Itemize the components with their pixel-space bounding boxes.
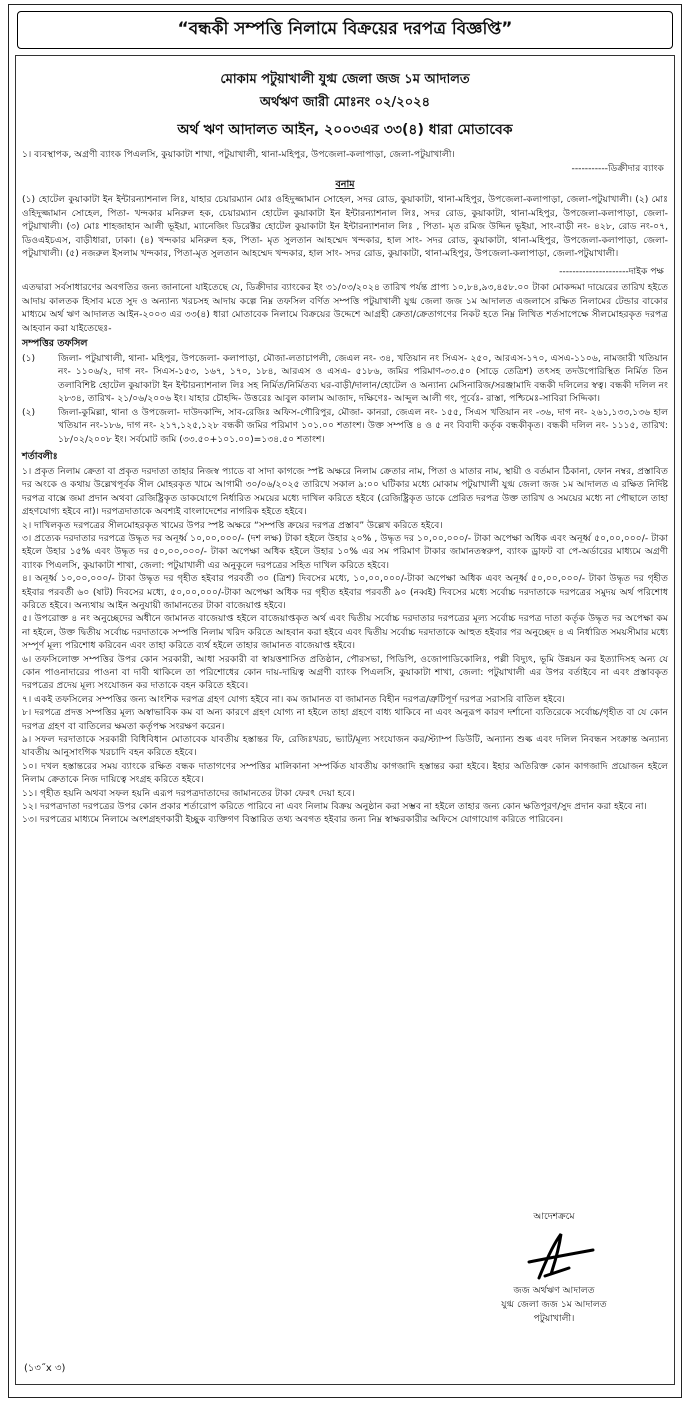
plaintiff-text: ১। ব্যবস্থাপক, অগ্রণী ব্যাংক পিএলসি, কুয়াকাটা শাখা, পটুয়াখালী, থানা-মহিপুর, উপজেলা-কলাপাড়া, জেলা-পটুয়াখালী। — [22, 149, 455, 160]
schedule-heading: সম্পত্তির তফসিল — [22, 338, 88, 350]
signature-block — [464, 1210, 644, 1326]
condition-item: ২। দাখিলকৃত দরপত্রের সীলমোহরকৃত খামের উপর স্পষ্ট অক্ষরে “সম্পত্তি ক্রয়ের দরপত্র প্রস্তাব” উল্লেখ করিতে হইবে। — [22, 519, 443, 531]
ad-size-label: (১৩˝x ৩) — [24, 1363, 66, 1374]
condition-item: ৪। অনূর্ধ্ব ১০,০০,০০০/- টাকা উদ্ধৃত দর গৃহীত হইবার পরবর্তী ৩০ (ত্রিশ) দিবসের মধ্যে, ১০,০০,০০০/-টাকা অপেক্ষা অধিক এবং অনূর্ধ্ব ৫০,০০,০০০/- টাকা উদ্ধৃত দর গৃহীত হইবার পরবর্তী ৬০ (ষাট) দিবসের মধ্যে, ৫০,০০,০০০/-টাকা অপেক্ষা অধিক দর গৃহীত হইবার পরবর্তী ৯০ (নব্বই) দিবসের মধ্যে সর্বোচ্চ দরদাতাকে দরপত্রের সমুদয় অর্থ পরিশোধ করিতে হইবে। অন্যথায় আইন অনুযায়ী জামানতের টাকা বাজেয়াপ্ত হইবে। — [22, 573, 668, 611]
signatory-line-2: যুগ্ম জেলা জজ ১ম আদালত — [501, 1299, 607, 1310]
condition-item: ৭। একই তফসিলের সম্পত্তির জন্য আংশিক দরপত্র গ্রহণ যোগ্য হইবে না। কম জামানত বা জামানত বিহীন দরপত্র/ত্রুটিপূর্ণ দরপত্র সরাসরি বাতিল হইবে। — [22, 693, 565, 705]
property-text: জিলা-কুমিল্লা, থানা ও উপজেলা- দাউদকান্দি, সাব-রেজিঃ অফিস-গৌরিপুর, মৌজা- কানরা, জেএল নং- ১৫৫, সিএস খতিয়ান নং -৩৬, দাগ নং- ২৬১,১৩৩,১৩৬ হাল খতিয়ান নং-১৮৬, দাগ নং- ২১৭,১২৫,১২৮ বন্ধকী জমির পরিমাণ ১০১.০০ শতাংশ। উক্ত সম্পত্তি ৪ ও ৫ নং বিবাদী কর্তৃক বন্ধকীকৃত। বন্ধকী দলিল নং- ১১১৫, তারিখ: ১৮/০২/২০০৮ ইং। সর্বমোট জমি (৩৩.৫০+১০১.০০)=১৩৪.৫০ শতাংশ। — [58, 406, 668, 445]
order-text: আদেশক্রমে — [533, 1211, 575, 1222]
property-number: (১) — [22, 353, 36, 365]
condition-item: ৯। সফল দরদাতাকে সরকারী বিধিবিধান মোতাবেক যাবতীয় হস্তান্তর ফি, রেজিঃখরচ, ভ্যাট/মূল্য সংযোজন কর/স্ট্যাম্প ডিউটি, অন্যান্য শুল্ক এবং দলিল নিবন্ধন সংক্রান্ত অন্যান্য যাবতীয় আনুসাংগিক খরচাদি বহন করিতে হইবে। — [22, 734, 668, 759]
condition-item: ১। প্রকৃত নিলাম ক্রেতা বা প্রকৃত দরদাতা তাহার নিজস্ব প্যাডে বা সাদা কাগজে স্পষ্ট অক্ষরে নিলাম ক্রেতার নাম, পিতা ও মাতার নাম, স্থায়ী ও বর্তমান ঠিকানা, ফোন নম্বর, প্রস্তাবিত দর অংকে ও কথায় উল্লেখপূর্বক সীল মোহরকৃত খামে আগামী ৩০/০৬/২০২৫ তারিখে সকাল ৯:০০ ঘটিকার মধ্যে মোকাম পটুয়াখালী যুগ্ম জেলা জজ ১ম আদালত এ রক্ষিত নির্দিষ্ট দরপত্র বাক্সে জমা প্রদান অথবা রেজিষ্ট্রিকৃত ডাকযোগে নির্ধারিত সময়ের মধ্যে দাখিল করিতে হইবে (রেজিষ্ট্রিকৃত ডাকে প্রেরিত দরপত্র উক্ত তারিখ ও সময়ের মধ্যে না পৌছালে তাহা গ্রহণযোগ্য হইবে না)। দরপত্রদাতাকে অবশ্যই বাংলাদেশের নাগরিক হইতে হইবে। — [22, 465, 668, 518]
condition-item: ৫। উপরোক্ত ৪ নং অনুচ্ছেদের অধীনে জামানত বাজেয়াপ্ত হইলে বাজেয়াপ্তকৃত অর্থ এবং দ্বিতীয় সর্বোচ্চ দরদাতার দরপত্রের মূল্য সর্বোচ্চ দরপত্র দাতা কর্তৃক উদ্ধৃত দর অপেক্ষা কম না হইলে, উক্ত দ্বিতীয় সর্বোচ্চ দরদাতাকে সম্পত্তি নিলাম খরিদ করিতে আহবান করা হইবে এবং দ্বিতীয় সর্বোচ্চ দরদাতাকে আহুত হইবার পর অনুচ্ছেদ ৪ এ নির্ধারিত সময়সীমার মধ্যে সম্পূর্ণ মূল্য পরিশোধ করিবেন এবং তাহা করিতে ব্যর্থ হইলে তাহার জামানত বাজেয়াপ্ত হইবে। — [22, 613, 668, 652]
signature-mark — [509, 1228, 599, 1284]
condition-item: ১১। গৃহীত হয়নি অথবা সফল হয়নি এরূপ দরপত্রদাতাদের জামানতের টাকা ফেরৎ দেয়া হবে। — [22, 787, 355, 799]
property-item — [16, 352, 674, 406]
notice-body — [15, 55, 675, 1385]
plaintiff-label: -----------ডিক্রীদার ব্যাংক — [571, 163, 664, 175]
condition-item: ৮। দরপত্রে প্রদত্ত সম্পত্তির মূল্য অস্বাভাবিক কম বা অন্য কারণে গ্রহণ যোগ্য না হইলে তাহা গ্রহণে বাধ্য থাকিবে না এবং অনুরূপ কারণ দর্শানো ব্যতিরেকে সর্বোচ্চ/গৃহীত বা যে কোন দরপত্র গ্রহণ বা বাতিলের ক্ষমতা কর্তৃপক্ষ সংরক্ষণ করেন। — [22, 707, 668, 732]
conditions-heading: শর্তাবলীঃ — [22, 450, 58, 462]
case-number: অর্থঋণ জারী মোঃনং ০২/২০২৪ — [259, 95, 431, 110]
property-number: (২) — [22, 406, 36, 418]
condition-item: ৩। প্রত্যেক দরদাতার দরপত্রে উদ্ধৃত দর অনূর্ধ্ব ১০,০০,০০০/- (দশ লক্ষ) টাকা হইলে উহার ২০% , উদ্ধৃত দর ১০,০০,০০০/- টাকা অপেক্ষা অধিক এবং অনূর্ধ্ব ৫০,০০,০০০/- টাকা হইলে উহার ১৫% এবং উদ্ধৃত দর ৫০,০০,০০০/- টাকা অপেক্ষা অধিক হইলে উহার ১০% এর সম পরিমাণ টাকার জামানতস্বরুপ, ব্যাংক ড্রাফট বা পে-অর্ডারের মাধ্যমে অগ্রণী ব্যাংক পিএলসি, কুয়াকাটা শাখা, জেলা: পটুয়াখালী এর অনুকূলে দরপত্রের সহিত দাখিল করিতে হইবে। — [22, 532, 668, 571]
defendants-text: (১) হোটেল কুয়াকাটা ইন ইন্টারন্যাশনাল লিঃ, যাহার চেয়ারম্যান মোঃ ওহিদুজ্জামান সোহেল, সদর রোড, কুয়াকাটা, থানা-মহিপুর, উপজেলা-কলাপাড়া, জেলা-পটুয়াখালী। (২) মোঃ ওহিদুজ্জামান সোহেল, পিতা- খন্দকার মনিরুল হক, চেয়ারম্যান হোটেল কুয়াকাটা ইন ইন্টারন্যাশনাল লিঃ, সদর রোড, কুয়াকাটা, থানা-মহিপুর, উপজেলা-কলাপাড়া, জেলা-পটুয়াখালী। (৩) মোঃ শাহজাহান আলী ভূইয়া, ম্যানেজিং ডিরেক্টর হোটেল কুয়াকাটা ইন ইন্টারন্যাশনাল লিঃ , পিতা- মৃত রমিজ উদ্দিন ভূইয়া, সাং-বাড়ী নং- ৪২৮, রোড নং-০৭, ডিওএইচএস, বাড়ীধারা, ঢাকা। (৪) খন্দকার মনিরুল হক, পিতা- মৃত সুলতান আহম্মেদ খন্দকার, হাল সাং- সদর রোড, কুয়াকাটা, থানা-মহিপুর, উপজেলা-কলাপাড়া, জেলা-পটুয়াখালী। (৫) নজরুল ইসলাম খন্দকার, পিতা-মৃত সুলতান আহম্মেদ খন্দকার, হাল সাং- সদর রোড, কুয়াকাটা, থানা-মহিপুর, উপজেলা-কলাপাড়া, জেলা-পটুয়াখালী। — [22, 194, 668, 260]
defendant-label: ---------------------দাইক পক্ষ — [559, 266, 664, 278]
intro-paragraph: এতদ্বারা সর্বসাধারণের অবগতির জন্য জানানো যাইতেছে যে, ডিক্রীদার ব্যাংকের ইং ৩১/০৩/২০২৪ তারিখ পর্যন্ত প্রাপ্য ১০,৮৪,৯৩,৪৫৮.০০ টাকা মোকদ্দমা দায়েরের তারিখ হইতে আদায় কালতক হিসাব মতে সুদ ও অন্যান্য খরচসহ আদায় কল্পে নিম্ন তফসিল বর্ণিত সম্পত্তি পটুয়াখালী যুগ্ম জেলা জজ ১ম আদালত এজলাসে রক্ষিত নিলামের টেন্ডার বাকোর মাধ্যমে অর্থ ঋণ আদালত আইন-২০০৩ এর ৩৩(৪) ধারা মোতাবেক নিলামে বিক্রয়ের উদ্দেশে আগ্রহী ক্রেতা/ক্রেতাগণের নিকট হতে নিম্ন লিখিত শর্তসাপেক্ষে সীলমোহরকৃত দরপত্র আহবান করা যাইতেছেঃ- — [22, 282, 668, 334]
condition-item: ৬। তফসিলোক্ত সম্পত্তির উপর কোন সরকারী, আধা সরকারী বা স্বায়ত্তশাসিত প্রতিষ্ঠান, পৌরসভা, পিডিপি, ওজোপাডিকোলিঃ, পল্লী বিদ্যুৎ, ভূমি উন্নয়ন কর ইত্যাদিসহ অন্য যে কোন পাওনাদারের পাওনা বা দাবী থাকিলে তা পরিশোধের কোন দায়-দায়িত্ব অগ্রণী ব্যাংক পিএলসি, কুয়াকাটা শাখা, জেলা: পটুয়াখালী এর উপর বর্তাইবে না এবং প্রস্তাবকৃত দরপত্রের প্রদেয় মূল্য সংযোজন কর দাতাকে বহন করিতে হইবে। — [22, 653, 668, 692]
notice-banner-title: “বন্ধকী সম্পত্তি নিলামে বিক্রয়ের দরপত্র বিজ্ঞপ্তি” — [17, 11, 673, 49]
condition-item: ১৩। দরপত্রের মাধ্যমে নিলামে অংশগ্রহণকারী ইচ্ছুক ব্যক্তিগণ বিস্তারিত তথ্য অবগত হইবার জন্য নিম্ন স্বাক্ষরকারীর অফিসে যোগাযোগ করিতে পারিবেন। — [22, 814, 564, 826]
property-item — [16, 406, 674, 446]
versus-heading: বনাম — [335, 179, 355, 191]
signatory-line-3: পটুয়াখালী। — [533, 1313, 575, 1324]
court-name: মোকাম পটুয়াখালী যুগ্ম জেলা জজ ১ম আদালত — [220, 72, 470, 87]
property-text: জিলা- পটুয়াখালী, থানা- মহিপুর, উপজেলা- কলাপাড়া, মৌজা-লতাচাপলী, জেএল নং- ৩৪, খতিয়ান নং সিএস- ২৫০, আরএস-১৭০, এসএ-১১০৬, নামজারী খতিয়ান নং- ১১০৬/২, দাগ নং- সিএস-১৫৩, ১৬৭, ১৭০, ১৮৪, আরএস ও এসএ- ৫১৮৬, জমির পরিমাণ-৩৩.৫০ (সাড়ে তেত্রিশ) তৎসহ তদউপোরিস্থিত নির্মিত তিন তলাবিশিষ্ট হোটেল কুয়াকাটা ইন ইন্টারন্যাশনাল লিঃ সহ নির্মিত/নির্মিতব্য ঘর-বাড়ী/দালান/হোটেল ও অন্যান্য মেসিনারিজ/সরঞ্জামাদি বন্ধকী দলিলের স্বত্ব। বন্ধকী দলিল নং ২৮৩৪, তারিখ- ২১/০৬/২০০৬ ইং। যাহার চৌহদ্দি- উত্তরেঃ আবুল কালাম আজাদ, দক্ষিণেঃ- আব্দুল আলী গং, পূর্বেঃ- রাস্তা, পশ্চিমেঃ-সাবিরা সিদ্দিকা। — [58, 353, 668, 405]
condition-item: ১০। দখল হস্তান্তরের সময় ব্যাংকে রক্ষিত বন্ধক দাতাগণের সম্পত্তির মালিকানা সম্পর্কিত যাবতীয় কাগজাদি হস্তান্তর করা হইবে। ইহার অতিরিক্ত কোন কাগজাদি প্রয়োজন হইলে নিলাম ক্রেতাকে নিজ দায়িত্বে সংগ্রহ করিতে হইবে। — [22, 760, 668, 786]
condition-item: ১২। দরপত্রদাতা দরপত্রের উপর কোন প্রকার শর্তারোপ করিতে পারিবে না এবং নিলাম বিক্রয় অনুষ্ঠান করা সম্ভব না হইলে তাহার জন্য কোন ক্ষতিপূরণ/সুদ প্রদান করা হইবে না। — [22, 801, 647, 813]
tender-notice — [8, 4, 682, 1398]
law-reference: অর্থ ঋণ আদালত আইন, ২০০৩এর ৩৩(৪) ধারা মোতাবেক — [177, 122, 513, 138]
signatory-line-1: জজ অর্থঋণ আদালত — [513, 1285, 595, 1296]
